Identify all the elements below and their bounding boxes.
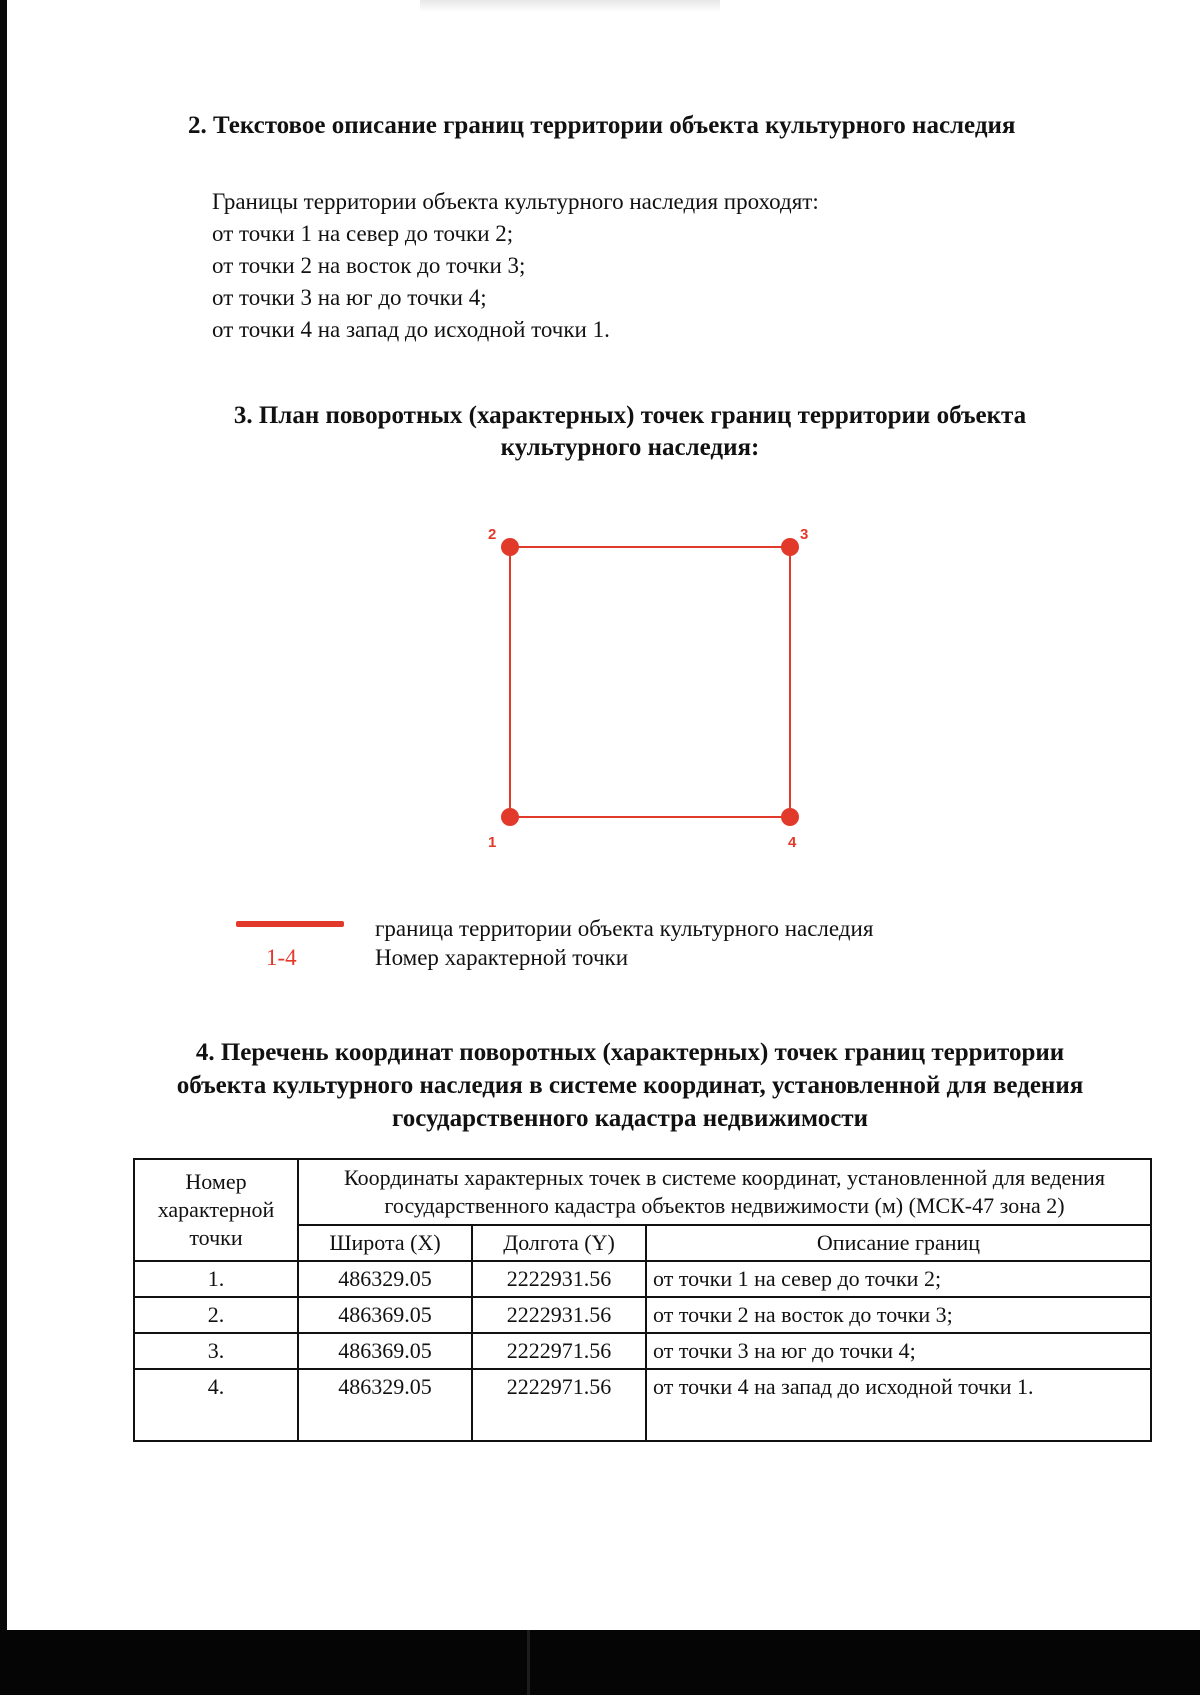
section4-heading: [90, 1036, 1170, 1135]
legend-point-text: Номер характерной точки: [375, 945, 628, 970]
cell-number: 3.: [134, 1333, 298, 1369]
header-point-number: Номер характерной точки: [134, 1159, 298, 1261]
cell-description: от точки 4 на запад до исходной точки 1.: [646, 1369, 1151, 1441]
scan-left-edge: [0, 0, 7, 1695]
legend-boundary-text: граница территории объекта культурного наследия: [375, 916, 874, 941]
cell-longitude: 2222971.56: [472, 1369, 646, 1441]
cell-description: от точки 1 на север до точки 2;: [646, 1261, 1151, 1297]
cell-latitude: 486329.05: [298, 1261, 472, 1297]
header-longitude: Долгота (Y): [472, 1225, 646, 1261]
legend-point-code: 1-4: [266, 945, 297, 970]
cell-longitude: 2222931.56: [472, 1297, 646, 1333]
section2-text: [212, 186, 819, 346]
header-latitude: Широта (X): [298, 1225, 472, 1261]
section4-heading-line3: государственного кадастра недвижимости: [392, 1105, 868, 1132]
boundary-point-label: 4: [788, 834, 797, 851]
section2-heading: 2. Текстовое описание границ территории объекта культурного наследия: [188, 112, 1016, 139]
header-description: Описание границ: [646, 1225, 1151, 1261]
coordinates-table: [133, 1158, 1152, 1442]
boundary-point-label: 2: [488, 526, 497, 543]
legend-boundary-line: [236, 921, 344, 927]
table-row: [134, 1261, 1151, 1297]
table-row: [134, 1297, 1151, 1333]
scan-seam: [527, 1630, 530, 1695]
section4-heading-line1: 4. Перечень координат поворотных (характерных) точек границ территории: [195, 1039, 1065, 1066]
cell-number: 1.: [134, 1261, 298, 1297]
cell-latitude: 486369.05: [298, 1333, 472, 1369]
boundary-point-label: 3: [800, 526, 809, 543]
section2-line: от точки 1 на север до точки 2;: [212, 221, 514, 246]
boundary-plan: [440, 505, 840, 865]
boundary-point: [781, 808, 799, 826]
header-coordinates: Координаты характерных точек в системе координат, установленной для ведения государственного кадастра объектов недвижимости (м) (МСК-47 зона 2): [298, 1159, 1151, 1225]
cell-longitude: 2222971.56: [472, 1333, 646, 1369]
cell-latitude: 486369.05: [298, 1297, 472, 1333]
cell-latitude: 486329.05: [298, 1369, 472, 1441]
table-header-row: [134, 1159, 1151, 1225]
section2-line: от точки 3 на юг до точки 4;: [212, 285, 487, 310]
cell-description: от точки 3 на юг до точки 4;: [646, 1333, 1151, 1369]
section3-heading-line2: культурного наследия:: [500, 434, 760, 461]
scan-smudge: [420, 0, 720, 12]
section2-line: от точки 4 на запад до исходной точки 1.: [212, 317, 610, 342]
boundary-point: [501, 808, 519, 826]
boundary-point: [501, 538, 519, 556]
table-row: [134, 1369, 1151, 1441]
section2-intro: Границы территории объекта культурного наследия проходят:: [212, 189, 819, 214]
scan-bottom-edge: [0, 1630, 1200, 1695]
boundary-point: [781, 538, 799, 556]
section2-line: от точки 2 на восток до точки 3;: [212, 253, 526, 278]
boundary-point-label: 1: [488, 834, 497, 851]
cell-description: от точки 2 на восток до точки 3;: [646, 1297, 1151, 1333]
section3-heading: [150, 400, 1110, 464]
cell-number: 4.: [134, 1369, 298, 1441]
cell-longitude: 2222931.56: [472, 1261, 646, 1297]
table-row: [134, 1333, 1151, 1369]
section3-heading-line1: 3. План поворотных (характерных) точек границ территории объекта: [233, 402, 1027, 429]
section4-heading-line2: объекта культурного наследия в системе координат, установленной для ведения: [176, 1072, 1084, 1099]
cell-number: 2.: [134, 1297, 298, 1333]
